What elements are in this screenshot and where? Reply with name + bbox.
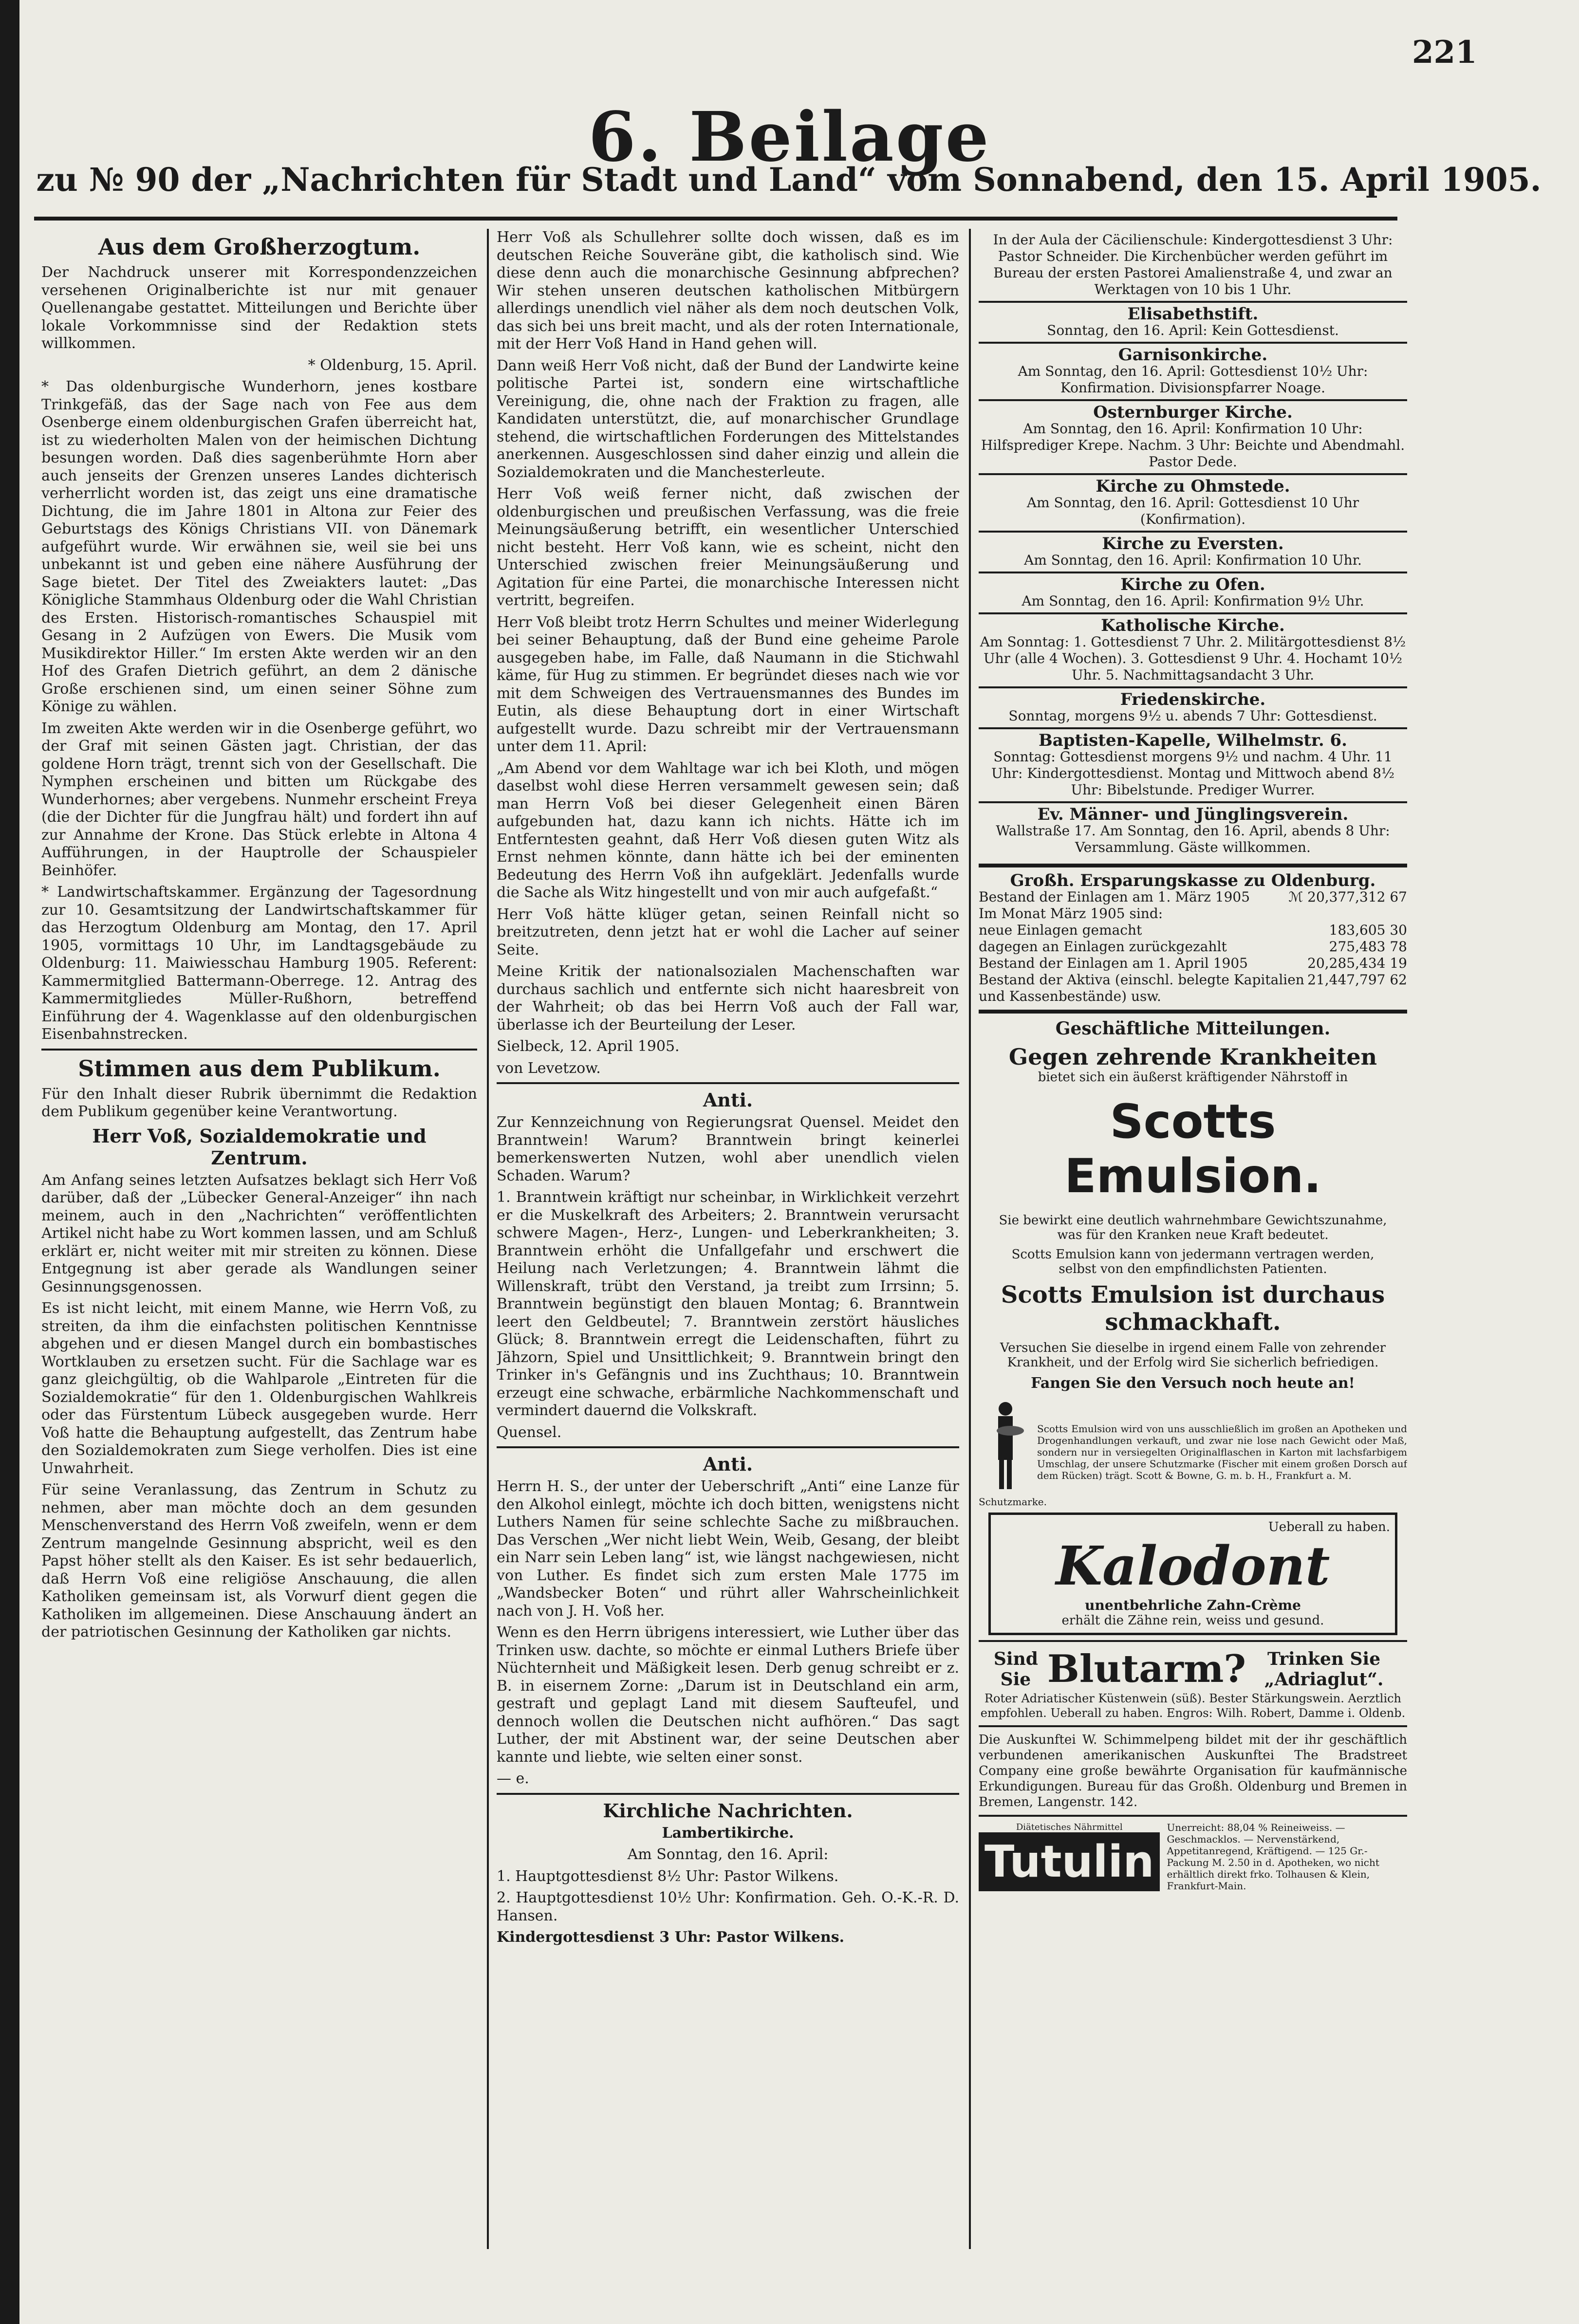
- article-voss-6: Herr Voß weiß ferner nicht, daß zwischen der oldenburgischen und preußischen Verfassung, was die freie Meinungsäußerung betrifft, ein wesentlicher Unterschied nicht besteht. Herr Voß kann, wie es scheint, nicht den Unterschied zwischen freier Meinungsäußerung und Agitation für eine Partei, die monarchische Interessen nicht vertritt, begreifen.: [497, 485, 959, 609]
- savings-row-value: 183,605 30: [1329, 922, 1407, 938]
- ad-tutulin-logo: [979, 1822, 1160, 1891]
- article-heading-anti-2: Anti.: [703, 1453, 753, 1475]
- signature-quensel: Quensel.: [497, 1423, 562, 1441]
- separator: [979, 1725, 1407, 1727]
- separator: [979, 864, 1407, 867]
- notice-ofen: Kirche zu Ofen. Am Sonntag, den 16. April: Konfirmation 9½ Uhr.: [979, 572, 1407, 612]
- article-wunderhorn-1: * Das oldenburgische Wunderhorn, jenes kostbare Trinkgefäß, das der Sage nach von Fee aus dem Osenberge einem oldenburgischen Grafen überreicht hat, ist zu wiederholten Malen von der heimischen Dichtung besungen worden. Daß dies sagenberühmte Horn aber auch jenseits der Grenzen unseres Landes dichterisch verherrlicht worden ist, das zeigt uns eine dramatische Dichtung, die im Jahre 1801 in Altona zur Feier des Geburtstags des Königs Christians VII. von Dänemark aufgeführt wurde. Wir erwähnen sie, weil sie bei uns unbekannt ist und geben eine nähere Ausführung der Sage bietet. Der Titel des Zweiakters lautet: „Das Königliche Stammhaus Oldenburg oder die Wahl Christian des Ersten. Historisch-romantisches Schauspiel mit Gesang in 2 Aufzügen von Ewers. Die Musik vom Musikdirektor Hiller.“ Im ersten Akte werden wir an den Hof des Grafen Dietrich geführt, an dem 2 dänische Große erschienen sind, um einen seiner Söhne zum Könige zu wählen.: [41, 378, 477, 715]
- article-heading-voss: Herr Voß, Sozialdemokratie und Zentrum.: [92, 1125, 427, 1169]
- signature-e: — e.: [497, 1770, 529, 1787]
- savings-row: [979, 905, 1407, 922]
- ad-tutulin-text: Unerreicht: 88,04 % Reineiweiss. — Geschmacklos. — Nervenstärkend, Appetitanregend, Kräftigend. — 125 Gr.-Packung M. 2.50 in d. Apotheken, wo nicht erhältlich direkt frko. Tolhausen & Klein, Frankfurt-Main.: [1167, 1822, 1379, 1892]
- savings-row-value: 21,447,797 62: [1307, 972, 1407, 988]
- section-heading-grossherzogtum: Aus dem Großherzogtum.: [98, 234, 421, 260]
- article-voss-quote: „Am Abend vor dem Wahltage war ich bei Kloth, und mögen daselbst wohl diese Herren versammelt gewesen sein; daß man Herrn Voß bei dieser Gelegenheit einen Bären aufgebunden hat, dazu kann ich nichts. Hätte ich im Entferntesten geahnt, daß Herr Voß diesen guten Witz als Ernst nehmen könnte, dann hätte ich bei der eminenten Bedeutung des Herrn Voß ihn aufgeklärt. Jedenfalls wurde die Sache als Witz hingestellt und von mir auch aufgefaßt.“: [497, 759, 959, 901]
- ad-scotts-cta: Fangen Sie den Versuch noch heute an!: [1031, 1375, 1355, 1392]
- column-3: [979, 229, 1407, 2249]
- separator: [41, 1049, 477, 1051]
- article-landwirtschaftskammer: * Landwirtschaftskammer. Ergänzung der Tagesordnung zur 10. Gesamtsitzung der Landwirtschaftskammer für das Herzogtum Oldenburg am Montag, den 17. April 1905, vormittags 10 Uhr, im Landtagsgebäude zu Oldenburg: 11. Maiwiesschau Hamburg 1905. Referent: Kammermitglied Battermann-Oberrege. 12. Antrag des Kammermitgliedes Müller-Rußhorn, betreffend Einführung der 4. Wagenklasse auf den oldenburgischen Eisenbahnstrecken.: [41, 884, 477, 1043]
- article-voss-7: Herr Voß bleibt trotz Herrn Schultes und meiner Widerlegung bei seiner Behauptung, daß der Bund eine geheime Parole ausgegeben habe, im Falle, daß Naumann in die Stichwahl käme, für Hug zu stimmen. Er begründet dieses nach wie vor mit dem Schweigen des Vertrauensmannes des Bundes im Eutin, als diese Behauptung dort in einer Wirtschaft aufgestellt wurde. Dazu schreibt mir der Vertrauensmann unter dem 11. April:: [497, 613, 959, 755]
- ad-auskunftei: Die Auskunftei W. Schimmelpeng bildet mit der ihr geschäftlich verbundenen amerikanischen Auskunftei The Bradstreet Company eine große bewährte Organisation für kaufmännische Erkundigungen. Bureau für das Großh. Oldenburg und Bremen in Bremen, Langenstr. 142.: [979, 1733, 1407, 1809]
- ad-adriaglut-left: Sind Sie: [993, 1648, 1038, 1690]
- trademark-block: [979, 1397, 1047, 1508]
- ad-adriaglut: [979, 1647, 1407, 1720]
- notice-caecilienschule: In der Aula der Cäcilienschule: Kindergottesdienst 3 Uhr: Pastor Schneider. Die Kirchenbücher werden geführt im Bureau der ersten Pastorei Amalienstraße 4, und zwar an Werktagen von 10 bis 1 Uhr.: [993, 232, 1393, 297]
- fisherman-trademark-icon: [984, 1397, 1027, 1494]
- savings-row-label: neue Einlagen gemacht: [979, 922, 1142, 938]
- page-number: 221: [1412, 34, 1477, 71]
- article-anti-2b: Wenn es den Herrn übrigens interessiert, wie Luther über das Trinken usw. dachte, so möchte er einmal Luthers Briefe über Nüchternheit und Mäßigkeit lesen. Derb genug schreibt er z. B. in eisernem Zorne: „Darum ist in Deutschland ein arm, gestraft und geplagt Land mit diesem Saufteufel, und dennoch wollen die Deutschen nicht aufhören.“ Das sagt Luther, der mit Abstinent war, der seine Deutschen aber kannte und liebte, wie selten einer sonst.: [497, 1624, 959, 1766]
- savings-row: [979, 889, 1407, 905]
- church-date: Am Sonntag, den 16. April:: [627, 1846, 829, 1863]
- column-divider-2: [969, 229, 971, 2249]
- savings-row-label: Im Monat März 1905 sind:: [979, 905, 1163, 922]
- notice-eversten: Kirche zu Eversten. Am Sonntag, den 16. April: Konfirmation 10 Uhr.: [979, 531, 1407, 572]
- church-service-3: Kindergottesdienst 3 Uhr: Pastor Wilkens.: [497, 1929, 845, 1946]
- savings-title: Großh. Ersparungskasse zu Oldenburg.: [1010, 871, 1376, 890]
- savings-rows: [979, 889, 1407, 1005]
- article-anti-2a: Herrn H. S., der unter der Ueberschrift „Anti“ eine Lanze für den Alkohol einlegt, möchte ich doch bitten, wenigstens nicht Luthers Namen für seine schlechte Sache zu mißbrauchen. Das Verschen „Wer nicht liebt Wein, Weib, Gesang, der bleibt ein Narr sein Leben lang“ ist, wie längst nachgewiesen, nicht von Luther. Es findet sich zum ersten Male 1775 im „Wandsbecker Boten“ und rührt aller Wahrscheinlichkeit nach von J. H. Voß her.: [497, 1478, 959, 1620]
- ad-scotts-p2: Scotts Emulsion kann von jedermann vertragen werden, selbst von den empfindlichsten Patienten.: [1011, 1247, 1375, 1276]
- reprint-note: Der Nachdruck unserer mit Korrespondenzzeichen versehenen Originalberichte ist nur mit genauer Quellenangabe gestattet. Mitteilungen und Berichte über lokale Vorkommnisse sind der Redaktion stets willkommen.: [41, 264, 477, 352]
- notice-elisabethstift: Elisabethstift. Sonntag, den 16. April: Kein Gottesdienst.: [979, 301, 1407, 342]
- ad-tutulin-brand: Tutulin: [979, 1832, 1160, 1891]
- separator: [979, 1815, 1407, 1817]
- savings-row: [979, 955, 1407, 972]
- savings-row-label: Bestand der Einlagen am 1. April 1905: [979, 955, 1248, 971]
- column-divider-1: [487, 229, 489, 2249]
- ad-kalodont: [988, 1512, 1397, 1635]
- separator: [497, 1082, 959, 1084]
- dateline: * Oldenburg, 15. April.: [308, 356, 477, 374]
- savings-row: [979, 939, 1407, 955]
- ad-adriaglut-right: Trinken Sie „Adriaglut“.: [1264, 1648, 1384, 1690]
- savings-row: [979, 972, 1407, 1005]
- savings-row-value: ℳ 20,377,312 67: [1288, 889, 1407, 905]
- separator: [497, 1446, 959, 1448]
- article-heading-anti-1: Anti.: [703, 1089, 753, 1111]
- article-voss-4: Herr Voß als Schullehrer sollte doch wissen, daß es im deutschen Reiche Souveräne gibt, die katholisch sind. Wie diese denn auch die monarchische Gesinnung abfprechen? Wir stehen unseren deutschen katholischen Mitbürgern allerdings unendlich viel näher als dem noch deutschen Volk, das sich bei uns breit macht, und als der roten Internationale, mit der Herr Voß Hand in Hand gehen will.: [497, 229, 959, 352]
- notice-baptisten: Baptisten-Kapelle, Wilhelmstr. 6. Sonntag: Gottesdienst morgens 9½ und nachm. 4 Uhr. 11 Uhr: Kindergottesdienst. Montag und Mittwoch abend 8½ Uhr: Bibelstunde. Prediger Wurrer.: [979, 727, 1407, 801]
- article-anti-1a: Zur Kennzeichnung von Regierungsrat Quensel. Meidet den Branntwein! Warum? Branntwein bringt keinerlei bemerkenswerten Nutzen, wohl aber unendlich vielen Schaden. Warum?: [497, 1114, 959, 1184]
- ad-adriaglut-text: Roter Adriatischer Küstenwein (süß). Bester Stärkungswein. Aerztlich empfohlen. Ueberall zu haben. Engros: Wilh. Robert, Damme i. Oldenb.: [980, 1692, 1406, 1720]
- savings-bank-report: [979, 872, 1407, 1005]
- supplement-title: 6. Beilage: [588, 97, 991, 177]
- notice-garnisonkirche: Garnisonkirche. Am Sonntag, den 16. April: Gottesdienst 10½ Uhr: Konfirmation. Divisionspfarrer Noage.: [979, 342, 1407, 399]
- savings-row-label: Bestand der Einlagen am 1. März 1905: [979, 889, 1250, 905]
- column-1: [41, 229, 477, 2249]
- ad-kalodont-sub: unentbehrliche Zahn-Crème: [1085, 1597, 1301, 1613]
- notice-maennerverein: Ev. Männer- und Jünglingsverein. Wallstraße 17. Am Sonntag, den 16. April, abends 8 Uhr: Versammlung. Gäste willkommen.: [979, 801, 1407, 859]
- ad-scotts-footer: [979, 1397, 1407, 1508]
- article-place-date: Sielbeck, 12. April 1905.: [497, 1038, 680, 1055]
- ad-kalodont-sub2: erhält die Zähne rein, weiss und gesund.: [1061, 1613, 1324, 1628]
- article-anti-1b: 1. Branntwein kräftigt nur scheinbar, in Wirklichkeit verzehrt er die Muskelkraft des Arbeiters; 2. Branntwein verursacht schwere Magen-, Herz-, Lungen- und Leberkrankheiten; 3. Branntwein erhöht die Unfallgefahr und erschwert die Heilung nach Verletzungen; 4. Branntwein lähmt die Willenskraft, trübt den Verstand, ja treibt zum Irrsinn; 5. Branntwein begünstigt den blauen Montag; 6. Branntwein leert den Geldbeutel; 7. Branntwein zerstört häusliches Glück; 8. Branntwein erregt die Leidenschaften, führt zu Jähzorn, Spiel und Unsittlichkeit; 9. Branntwein bringt den Trinker in's Gefängnis und ins Zuchthaus; 10. Branntwein erzeugt eine schwache, erbärmliche Nachkommenschaft und vermindert dauernd die Volkskraft.: [497, 1189, 959, 1419]
- article-voss-3: Für seine Veranlassung, das Zentrum in Schutz zu nehmen, aber man möchte doch an dem gesunden Menschenverstand des Herrn Voß zweifeln, wenn er dem Zentrum mangelnde Gesinnung abspricht, weil es den Papst höher stellt als den Kaiser. Es ist sehr bedauerlich, daß Herrn Voß eine religiöse Anschauung, die allen Katholiken gemeinsam ist, als Vorwurf dient gegen die Katholiken im allgemeinen. Diese Anschauung ändert an der patriotischen Gesinnung der Katholiken gar nichts.: [41, 1481, 477, 1641]
- ad-tutulin: [979, 1822, 1407, 1892]
- church-lambertikirche: Lambertikirche.: [662, 1824, 794, 1842]
- ad-scotts-brand: Scotts Emulsion.: [1064, 1094, 1321, 1203]
- separator: [979, 1640, 1407, 1642]
- article-voss-8: Herr Voß hätte klüger getan, seinen Reinfall nicht so breitzutreten, denn jetzt hat er wohl die Lacher auf seiner Seite.: [497, 905, 959, 959]
- savings-row: [979, 922, 1407, 939]
- ad-kalodont-top: Ueberall zu haben.: [1268, 1520, 1390, 1534]
- ad-section-heading: Geschäftliche Mitteilungen.: [1055, 1018, 1331, 1039]
- article-voss-1: Am Anfang seines letzten Aufsatzes beklagt sich Herr Voß darüber, daß der „Lübecker General-Anzeiger“ ihn nach meinem, auch in den „Nachrichten“ veröffentlichten Artikel nicht habe zu Wort kommen lassen, und am Schluß erklärt er, nicht weiter mit mir streiten zu können. Diese Entgegnung ist aber gerade als Wandlungen seiner Gesinnungsgenossen.: [41, 1171, 477, 1295]
- savings-row-value: 20,285,434 19: [1307, 955, 1407, 971]
- notice-ohmstede: Kirche zu Ohmstede. Am Sonntag, den 16. April: Gottesdienst 10 Uhr (Konfirmation).: [979, 473, 1407, 531]
- ad-scotts-sub: bietet sich ein äußerst kräftigender Nährstoff in: [1038, 1070, 1348, 1085]
- ad-scotts-title: Gegen zehrende Krankheiten: [1008, 1044, 1377, 1070]
- notice-osternburg: Osternburger Kirche. Am Sonntag, den 16. April: Konfirmation 10 Uhr: Hilfsprediger Krepe. Nachm. 3 Uhr: Beichte und Abendmahl. Pastor Dede.: [979, 399, 1407, 473]
- ad-scotts-small: Scotts Emulsion wird von uns ausschließlich im großen an Apotheken und Drogenhandlungen verkauft, und zwar nie lose nach Gewicht oder Maß, sondern nur in versiegelten Originalflaschen in Karton mit lachsfarbigem Umschlag, der unsere Schutzmarke (Fischer mit einem großen Dorsch auf dem Rücken) trägt. Scott & Bowne, G. m. b. H., Frankfurt a. M.: [1037, 1423, 1407, 1481]
- supplement-subtitle: zu № 90 der „Nachrichten für Stadt und Land“ vom Sonnabend, den 15. April 1905.: [36, 161, 1542, 199]
- article-voss-9: Meine Kritik der nationalsozialen Machenschaften war durchaus sachlich und entfernte sich nicht haaresbreit von der Wahrheit; ob das bei Herrn Voß auch der Fall war, überlasse ich der Beurteilung der Leser.: [497, 963, 959, 1033]
- separator: [497, 1793, 959, 1795]
- scan-edge: [0, 0, 19, 2324]
- ad-scotts-p3: Versuchen Sie dieselbe in irgend einem Falle von zehrender Krankheit, und der Erfolg wird Sie sicherlich befriedigen.: [1000, 1341, 1386, 1370]
- ad-scotts-p1: Sie bewirkt eine deutlich wahrnehmbare Gewichtszunahme, was für den Kranken neue Kraft bedeutet.: [999, 1213, 1387, 1242]
- savings-row-label: dagegen an Einlagen zurückgezahlt: [979, 939, 1227, 955]
- ad-tutulin-label: Diätetisches Nährmittel: [1016, 1822, 1123, 1832]
- ad-scotts: [979, 1018, 1407, 1508]
- savings-row-label: Bestand der Aktiva (einschl. belegte Kapitalien und Kassenbestände) usw.: [979, 972, 1304, 1004]
- church-service-1: 1. Hauptgottesdienst 8½ Uhr: Pastor Wilkens.: [497, 1867, 839, 1885]
- trademark-label: Schutzmarke.: [979, 1496, 1047, 1508]
- ad-scotts-big: Scotts Emulsion ist durchaus schmackhaft.: [1001, 1281, 1385, 1336]
- notice-katholische: Katholische Kirche. Am Sonntag: 1. Gottesdienst 7 Uhr. 2. Militärgottesdienst 8½ Uhr (alle 4 Wochen). 3. Gottesdienst 9 Uhr. 4. Hochamt 10½ Uhr. 5. Nachmittagsandacht 3 Uhr.: [979, 612, 1407, 686]
- notice-friedenskirche: Friedenskirche. Sonntag, morgens 9½ u. abends 7 Uhr: Gottesdienst.: [979, 686, 1407, 727]
- ad-kalodont-brand: Kalodont: [1056, 1534, 1330, 1597]
- signature-levetzow: von Levetzow.: [497, 1059, 601, 1077]
- separator: [979, 1010, 1407, 1014]
- article-wunderhorn-2: Im zweiten Akte werden wir in die Osenberge geführt, wo der Graf mit seinen Gästen jagt. Christian, der das goldene Horn trägt, trennt sich von der Gesellschaft. Die Nymphen erscheinen und bitten um Rückgabe des Wunderhornes; aber vergebens. Nunmehr erscheint Freya (die der Dichter für die Jungfrau hält) und fordert ihn auf zur Annahme der Krone. Das Stück erlebte in Altona 4 Aufführungen, in der Hauptrolle der Schauspieler Beinhöfer.: [41, 719, 477, 879]
- header-rule: [34, 217, 1397, 221]
- ad-adriaglut-head: [979, 1647, 1407, 1691]
- column-2: [497, 229, 959, 2249]
- publikum-note: Für den Inhalt dieser Rubrik übernimmt die Redaktion dem Publikum gegenüber keine Verantwortung.: [41, 1085, 477, 1120]
- savings-row-value: 275,483 78: [1329, 939, 1407, 955]
- church-service-2: 2. Hauptgottesdienst 10½ Uhr: Konfirmation. Geh. O.-K.-R. D. Hansen.: [497, 1889, 959, 1924]
- section-heading-kirchliche: Kirchliche Nachrichten.: [603, 1799, 853, 1822]
- ad-adriaglut-brand: Blutarm?: [1047, 1647, 1246, 1691]
- article-voss-2: Es ist nicht leicht, mit einem Manne, wie Herrn Voß, zu streiten, da ihm die einfachsten politischen Kenntnisse abgehen und er diesen Mangel durch ein bombastisches Wortklauben zu ersetzen sucht. Für die Sachlage war es ganz gleichgültig, ob die Wahlparole „Eintreten für die Sozialdemokratie“ für den 1. Oldenburgischen Wahlkreis oder das Fürstentum Lübeck ausgegeben wurde. Herr Voß hatte die Behauptung aufgestellt, das Zentrum habe den Sozialdemokraten zum Siege verholfen. Dies ist eine Unwahrheit.: [41, 1300, 477, 1477]
- article-voss-5: Dann weiß Herr Voß nicht, daß der Bund der Landwirte keine politische Partei ist, sondern eine wirtschaftliche Vereinigung, die, ohne nach der Fraktion zu fragen, alle Kandidaten unterstützt, die, auf monarchischer Grundlage stehend, die wirtschaftlichen Forderungen des Mittelstandes anerkennen. Ausgeschlossen sind daher einzig und allein die Sozialdemokraten und die Manchesterleute.: [497, 357, 959, 481]
- section-heading-publikum: Stimmen aus dem Publikum.: [78, 1055, 441, 1082]
